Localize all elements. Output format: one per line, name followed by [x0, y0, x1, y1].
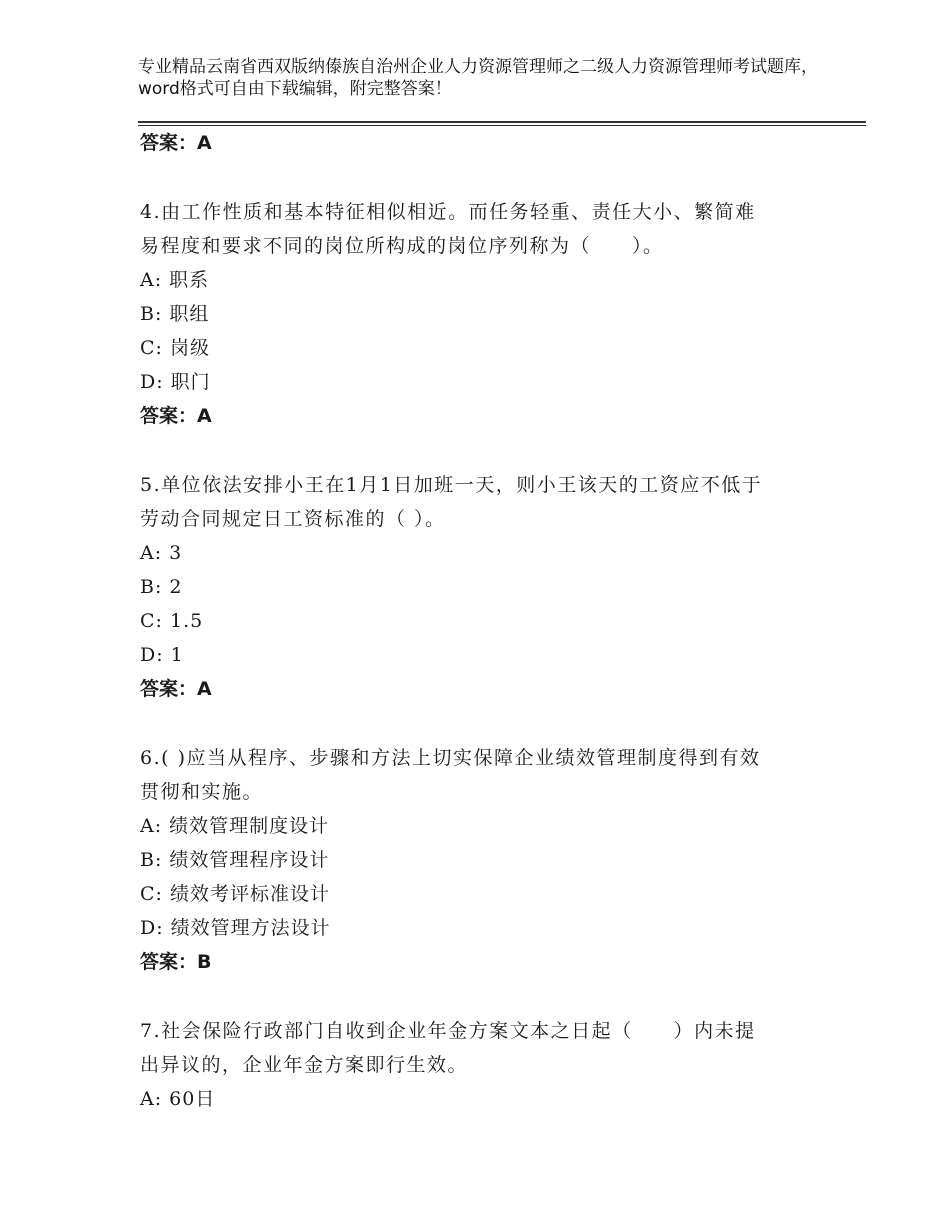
- question-4-option-b: B: 职组: [140, 303, 210, 325]
- question-4-option-d: D: 职门: [140, 371, 211, 393]
- question-5-option-c: C: 1.5: [140, 610, 204, 632]
- question-5-line-1: 5.单位依法安排小王在1月1日加班一天，则小王该天的工资应不低于: [140, 474, 763, 496]
- question-5-option-a: A: 3: [140, 542, 183, 564]
- document-header: 专业精品云南省西双版纳傣族自治州企业人力资源管理师之二级人力资源管理师考试题库，word格式可自由下载编辑，附完整答案！: [138, 57, 818, 99]
- question-7-line-2: 出异议的，企业年金方案即行生效。: [140, 1054, 469, 1076]
- question-6-line-1: 6.( )应当从程序、步骤和方法上切实保障企业绩效管理制度得到有效: [140, 747, 761, 769]
- question-4-line-1: 4.由工作性质和基本特征相似相近。而任务轻重、责任大小、繁简难: [140, 201, 756, 223]
- question-5-answer: 答案：A: [140, 678, 212, 700]
- question-4-answer: 答案：A: [140, 405, 212, 427]
- header-rule-thin: [138, 125, 866, 126]
- question-5-option-d: D: 1: [140, 644, 184, 666]
- question-5-line-2: 劳动合同规定日工资标准的（ ）。: [140, 508, 446, 530]
- question-6-line-2: 贯彻和实施。: [140, 781, 264, 803]
- question-6-option-d: D: 绩效管理方法设计: [140, 917, 331, 939]
- question-7-line-1: 7.社会保险行政部门自收到企业年金方案文本之日起（ ）内未提: [140, 1020, 756, 1042]
- question-6-answer: 答案：B: [140, 951, 212, 973]
- question-6-option-c: C: 绩效考评标准设计: [140, 883, 330, 905]
- prev-answer: 答案：A: [140, 132, 212, 154]
- question-5-option-b: B: 2: [140, 576, 183, 598]
- question-4-option-a: A: 职系: [140, 269, 210, 291]
- header-rule-thick: [138, 121, 866, 123]
- question-7-option-a: A: 60日: [140, 1088, 216, 1110]
- question-4-line-2: 易程度和要求不同的岗位所构成的岗位序列称为（ ）。: [140, 235, 664, 257]
- question-4-option-c: C: 岗级: [140, 337, 210, 359]
- question-6-option-a: A: 绩效管理制度设计: [140, 815, 330, 837]
- question-6-option-b: B: 绩效管理程序设计: [140, 849, 330, 871]
